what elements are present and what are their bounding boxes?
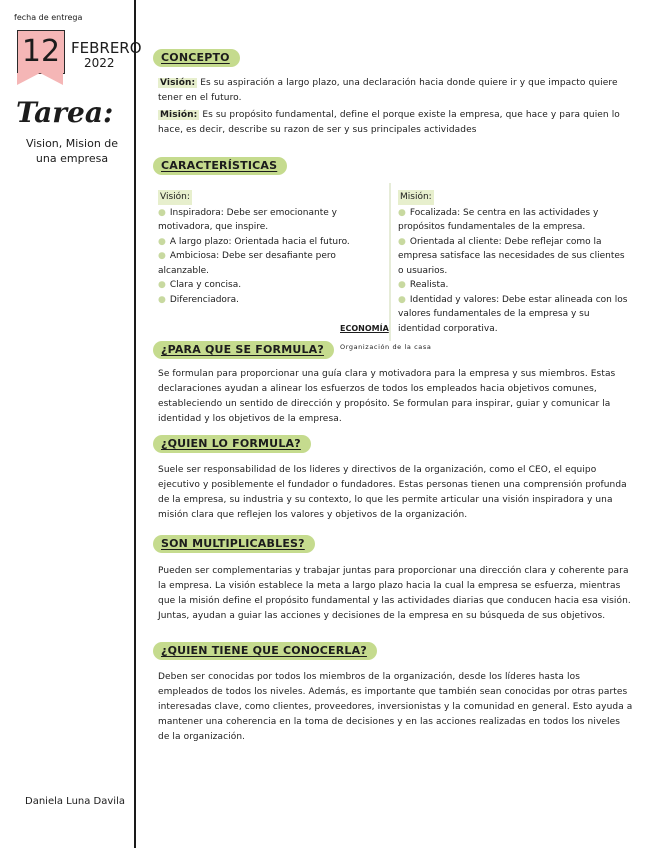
caracteristicas-heading: CARACTERÍSTICAS	[153, 157, 287, 175]
due-year: 2022	[84, 56, 115, 70]
column-divider	[389, 183, 391, 341]
quien-conocer-heading: ¿QUIEN TIENE QUE CONOCERLA?	[153, 642, 377, 660]
vision-characteristics	[158, 190, 376, 307]
due-day: 12	[17, 30, 65, 74]
vision-text: Es su aspiración a largo plazo, una declaración hacia donde quiere ir y que impacto quiere tener en el futuro.	[158, 78, 618, 103]
due-date-label: fecha de entrega	[14, 13, 83, 22]
list-item: ● Diferenciadora.	[158, 294, 239, 305]
list-item: ● Identidad y valores: Debe estar alineada con los valores fundamentales de la empresa y su identidad corporativa.	[398, 294, 628, 334]
mision-characteristics	[398, 190, 628, 336]
note-definition: Organización de la casa	[340, 343, 432, 351]
para-que-heading: ¿PARA QUE SE FORMULA?	[153, 341, 334, 359]
multiplicables-text: Pueden ser complementarias y trabajar juntas para proporcionar una dirección clara y coherente para la empresa. La visión establece la meta a largo plazo hacia la cual la empresa se esfuerza, mientras que la misión define el propósito fundamental y las actividades diarias que conducen hacia esa visión. Juntas, ayudan a guiar las acciones y decisiones de la empresa en su búsqueda de sus objetivos.	[158, 566, 631, 621]
concepto-heading: CONCEPTO	[153, 49, 240, 67]
vision-col-label: Visión:	[158, 190, 192, 205]
author-name: Daniela Luna Davila	[25, 796, 125, 807]
note-economia: ECONOMÍA	[340, 324, 389, 333]
quien-formula-text: Suele ser responsabilidad de los lideres y directivos de la organización, como el CEO, el equipo ejecutivo y posiblemente el fundador o fundadores. Estas personas tienen una comprensión profunda de la empresa, su industria y su contexto, lo que les permite articular una visión inspiradora y una misión clara que reflejen los valores y objetivos de la organización.	[158, 465, 627, 520]
concepto-mision	[158, 108, 633, 138]
list-item: ● Orientada al cliente: Debe reflejar como la empresa satisface las necesidades de sus clientes o usuarios.	[398, 236, 625, 276]
mision-label: Misión:	[160, 110, 198, 120]
page-title: Tarea:	[16, 96, 114, 129]
concepto-vision	[158, 76, 633, 106]
vertical-divider	[134, 0, 136, 848]
list-item: ● A largo plazo: Orientada hacia el futuro.	[158, 236, 350, 247]
calendar-ribbon-icon	[17, 73, 63, 85]
mision-col-label: Misión:	[398, 190, 434, 205]
multiplicables-heading: SON MULTIPLICABLES?	[153, 535, 315, 553]
list-item: ● Focalizada: Se centra en las actividades y propósitos fundamentales de la empresa.	[398, 207, 599, 232]
para-que-text: Se formulan para proporcionar una guía clara y motivadora para la empresa y sus miembros. Estas declaraciones ayudan a alinear los esfuerzos de todos los empleados hacia objetivos comunes, estableciendo un sentido de dirección y propósito. Se formulan para inspirar, guiar y comunicar la identidad y los objetivos de la empresa.	[158, 369, 616, 424]
list-item: ● Clara y concisa.	[158, 280, 242, 290]
list-item: ● Ambiciosa: Debe ser desafiante pero alcanzable.	[158, 251, 336, 276]
quien-conocer-text: Deben ser conocidas por todos los miembros de la organización, desde los líderes hasta los empleados de todos los niveles. Además, es importante que también sean conocidas por otras partes interesadas clave, como clientes, proveedores, inversionistas y la comunidad en general. Esto ayuda a mantener una coherencia en la toma de decisiones y en las acciones realizadas en todos los niveles de la organización.	[158, 672, 633, 742]
page-subtitle: Vision, Mision de una empresa	[25, 137, 119, 165]
list-item: ● Inspiradora: Debe ser emocionante y motivadora, que inspire.	[158, 207, 337, 232]
due-month: FEBRERO	[71, 39, 142, 57]
mision-text: Es su propósito fundamental, define el porque existe la empresa, que hace y para quien lo hace, es decir, describe su razon de ser y sus principales actividades	[158, 110, 620, 135]
vision-label: Visión:	[160, 78, 196, 88]
quien-formula-heading: ¿QUIEN LO FORMULA?	[153, 435, 311, 453]
list-item: ● Realista.	[398, 280, 449, 290]
